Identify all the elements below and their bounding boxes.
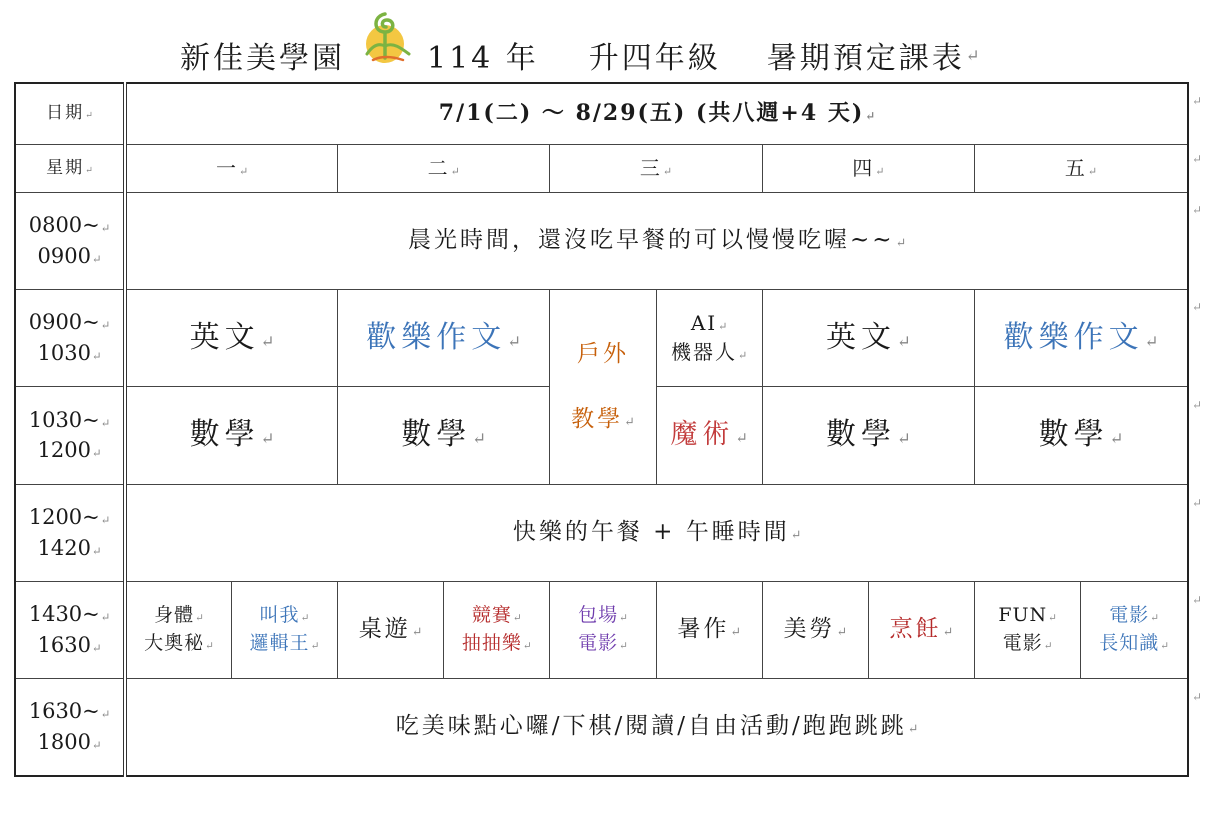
date-range-cell: 7/1(二) ～ 8/29(五) (共八週+4 天)↵	[125, 83, 1188, 144]
class-summer-homework: 暑作↵	[656, 581, 762, 678]
weekday-mon: 一↵	[125, 144, 337, 192]
time-slot-1630: 1630~↵ 1800↵	[15, 678, 125, 776]
weekday-fri: 五↵	[975, 144, 1188, 192]
row-end-mark: ↵	[1192, 496, 1203, 510]
class-cooking: 烹飪↵	[868, 581, 974, 678]
time-slot-1030: 1030~↵ 1200↵	[15, 386, 125, 484]
date-range: 7/1(二) ～ 8/29(五) (共八週+4 天)	[438, 99, 865, 126]
class-board-games: 桌遊↵	[338, 581, 444, 678]
weekday-thu: 四↵	[762, 144, 974, 192]
slot-1630-row	[15, 678, 1188, 776]
afternoon-activity: 吃美味點心囉/下棋/閱讀/自由活動/跑跑跳跳↵	[125, 678, 1188, 776]
class-mon-0900: 英文↵	[125, 289, 337, 386]
grade-label: 升四年級	[588, 41, 721, 76]
schedule-title: 暑期預定課表	[766, 41, 965, 76]
weekday-label: 星期	[46, 157, 85, 178]
class-private-movie: 包場↵ 電影↵	[550, 581, 656, 678]
weekday-wed: 三↵	[550, 144, 762, 192]
school-year: 114 年	[427, 41, 539, 76]
class-body-mystery: 身體↵ 大奧秘↵	[125, 581, 231, 678]
class-mon-1030: 數學↵	[125, 386, 337, 484]
row-end-mark: ↵	[1192, 300, 1203, 314]
class-thu-0900: 英文↵	[762, 289, 974, 386]
morning-activity: 晨光時間，還沒吃早餐的可以慢慢吃喔~~↵	[125, 192, 1188, 289]
slot-0900-row	[15, 289, 1188, 386]
row-end-mark: ↵	[1192, 593, 1203, 607]
class-fun-movie: FUN↵ 電影↵	[975, 581, 1081, 678]
class-tue-0900: 歡樂作文↵	[338, 289, 550, 386]
class-logic-king: 叫我↵ 邏輯王↵	[231, 581, 337, 678]
class-wed-outdoor: 戶外 教學↵	[550, 289, 656, 484]
class-thu-1030: 數學↵	[762, 386, 974, 484]
slot-1430-row	[15, 581, 1188, 678]
time-slot-1200: 1200~↵ 1420↵	[15, 484, 125, 581]
row-end-mark: ↵	[1192, 690, 1203, 704]
page-title: 新佳美學園 114 年 升四年級 暑期預定課表 ↵	[180, 30, 980, 80]
school-logo-icon	[363, 8, 415, 66]
time-slot-0800: 0800~↵ 0900↵	[15, 192, 125, 289]
school-name: 新佳美學園	[180, 41, 345, 76]
time-slot-0900: 0900~↵ 1030↵	[15, 289, 125, 386]
time-slot-1430: 1430~↵ 1630↵	[15, 581, 125, 678]
date-row	[15, 83, 1188, 144]
date-label: 日期	[46, 103, 85, 124]
class-wed-ai-robot: AI↵ 機器人↵	[656, 289, 762, 386]
class-contest-raffle: 競賽↵ 抽抽樂↵	[444, 581, 550, 678]
row-end-mark: ↵	[1192, 152, 1203, 166]
row-end-mark: ↵	[1192, 203, 1203, 217]
weekday-label-cell: 星期↵	[15, 144, 125, 192]
weekday-row	[15, 144, 1188, 192]
slot-0800-row	[15, 192, 1188, 289]
class-art-craft: 美勞↵	[762, 581, 868, 678]
row-end-mark: ↵	[1192, 398, 1203, 412]
class-movie-knowledge: 電影↵ 長知識↵	[1081, 581, 1188, 678]
weekday-tue: 二↵	[338, 144, 550, 192]
date-label-cell: 日期↵	[15, 83, 125, 144]
lunch-activity: 快樂的午餐 + 午睡時間↵	[125, 484, 1188, 581]
class-fri-0900: 歡樂作文↵	[975, 289, 1188, 386]
class-fri-1030: 數學↵	[975, 386, 1188, 484]
class-tue-1030: 數學↵	[338, 386, 550, 484]
row-end-mark: ↵	[1192, 94, 1203, 108]
schedule-table	[14, 82, 1189, 777]
class-wed-magic: 魔術↵	[656, 386, 762, 484]
slot-1200-row	[15, 484, 1188, 581]
